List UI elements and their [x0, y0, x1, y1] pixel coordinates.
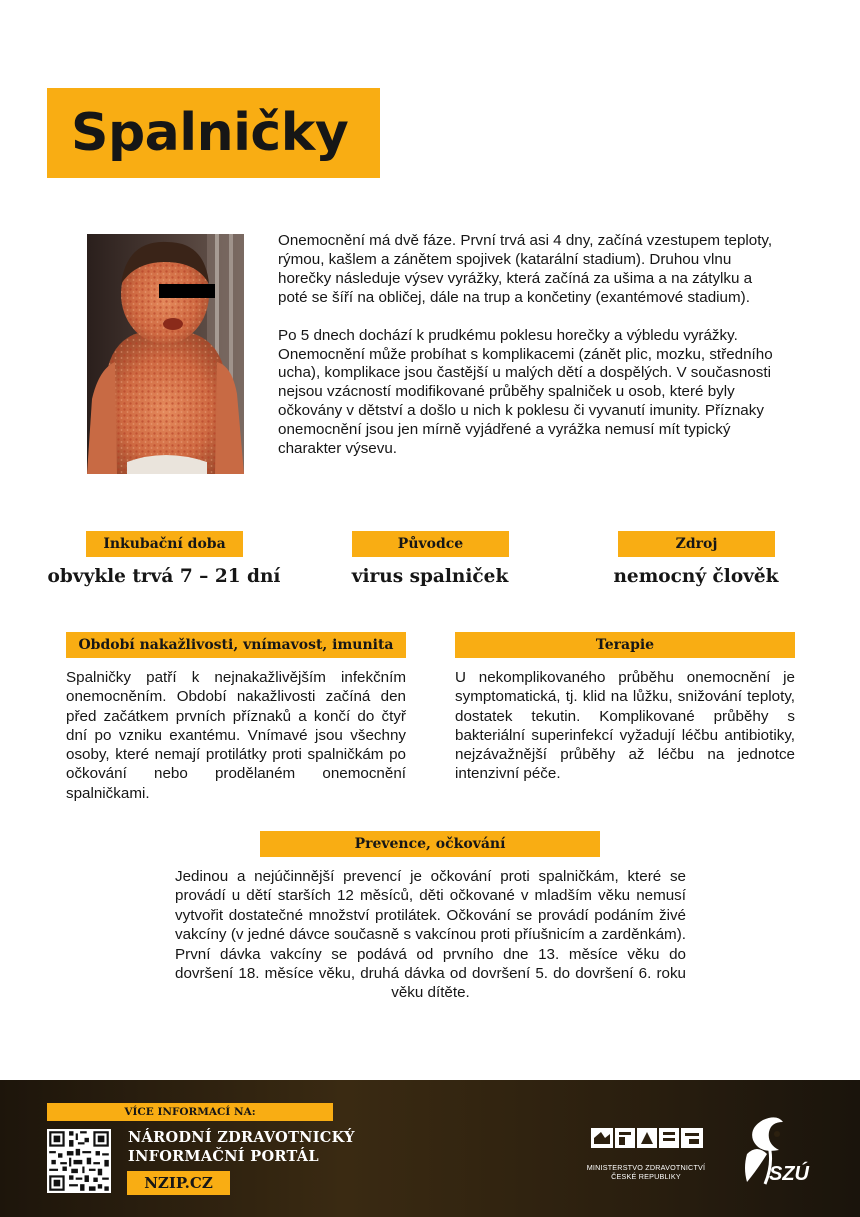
intro-paragraph-2: Po 5 dnech dochází k prudkému poklesu horečky a výbledu vyrážky. Onemocnění může probíhat s komplikacemi (zánět plic, mozku, středního ucha), komplikace jsou častější u malých dětí a dospělých. V současnosti nejsou vzácností modifikované průběhy spalniček u osob, které byly očkovány v dětství a došlo u nich k poklesu či vyvanutí imunity. Příznaky onemocnění jsou jen mírně vyjádřené a vyrážka nemusí mít typický charakter výsevu. [278, 326, 773, 458]
portal-name-line-2: INFORMAČNÍ PORTÁL [128, 1148, 319, 1165]
patient-photo [87, 234, 244, 474]
pathogen-label: Původce [352, 531, 509, 557]
ministry-name-line-1: MINISTERSTVO ZDRAVOTNICTVÍ [586, 1163, 706, 1172]
portal-name [128, 1128, 355, 1166]
footer [0, 1080, 860, 1217]
incubation-label: Inkubační doba [86, 531, 243, 557]
portal-url-link[interactable]: NZIP.CZ [127, 1171, 230, 1195]
therapy-heading: Terapie [455, 632, 795, 658]
portal-name-line-1: NÁRODNÍ ZDRAVOTNICKÝ [128, 1129, 355, 1146]
contagion-text: Spalničky patří k nejnakažlivějším infekčním onemocněním. Období nakažlivosti začíná den před začátkem prvních příznaků a končí do čtyř dní po vzniku exantému. Vnímavé jsou všechny osoby, které nemají protilátky proti spalničkám po očkování nebo prodělaném onemocnění spalničkami. [66, 669, 406, 802]
therapy-text: U nekomplikovaného průběhu onemocnění je symptomatická, tj. klid na lůžku, snižování teploty, dostatek tekutin. Komplikované průběhy s bakteriální superinfekcí vyžadují léčbu antibiotiky, nejzávažnější průběhy až léčbu na jednotce intenzivní péče. [455, 669, 795, 783]
intro-text [278, 232, 783, 459]
source-label: Zdroj [618, 531, 775, 557]
qr-code-icon[interactable] [47, 1129, 111, 1193]
ministry-emblem-icon [583, 1124, 709, 1152]
ministry-name-line-2: ČESKÉ REPUBLIKY [611, 1172, 681, 1181]
szu-logo-icon [737, 1110, 821, 1194]
prevention-heading: Prevence, očkování [260, 831, 600, 857]
more-info-label: VÍCE INFORMACÍ NA: [47, 1103, 333, 1121]
contagion-heading: Období nakažlivosti, vnímavost, imunita [66, 632, 406, 658]
pathogen-value: virus spalniček [351, 566, 509, 587]
prevention-text: Jedinou a nejúčinnější prevencí je očkování proti spalničkám, které se provádí u dětí starších 12 měsíců, děti očkované v mladším věku nemusí vytvořit dostatečné množství protilátek. Očkování se provádí podáním živé vakcíny (v jedné dávce současně s vakcínou proti příušnicím a zarděnkám). První dávka vakcíny se podává od prvního dne 13. měsíce věku do dovršení 18. měsíce věku, druhá dávka od dovršení 5. do dovršení 6. roku věku dítěte. [175, 868, 686, 1002]
svg-text:SZÚ: SZÚ [769, 1163, 809, 1185]
intro-paragraph-1: Onemocnění má dvě fáze. První trvá asi 4 dny, začíná vzestupem teploty, rýmou, kašlem a zánětem spojivek (katarální stadium). Druhou vlnu horečky následuje výsev vyrážky, která začíná za ušima a na zátylku a poté se šíří na obličej, dále na trup a končetiny (exantémové stadium). [278, 232, 773, 306]
source-value: nemocný člověk [613, 566, 779, 587]
patient-photo-image [87, 234, 244, 474]
title-banner [47, 88, 380, 178]
page-title: Spalničky [71, 103, 349, 163]
incubation-value: obvykle trvá 7 – 21 dní [47, 566, 281, 587]
ministry-logo [583, 1124, 709, 1181]
